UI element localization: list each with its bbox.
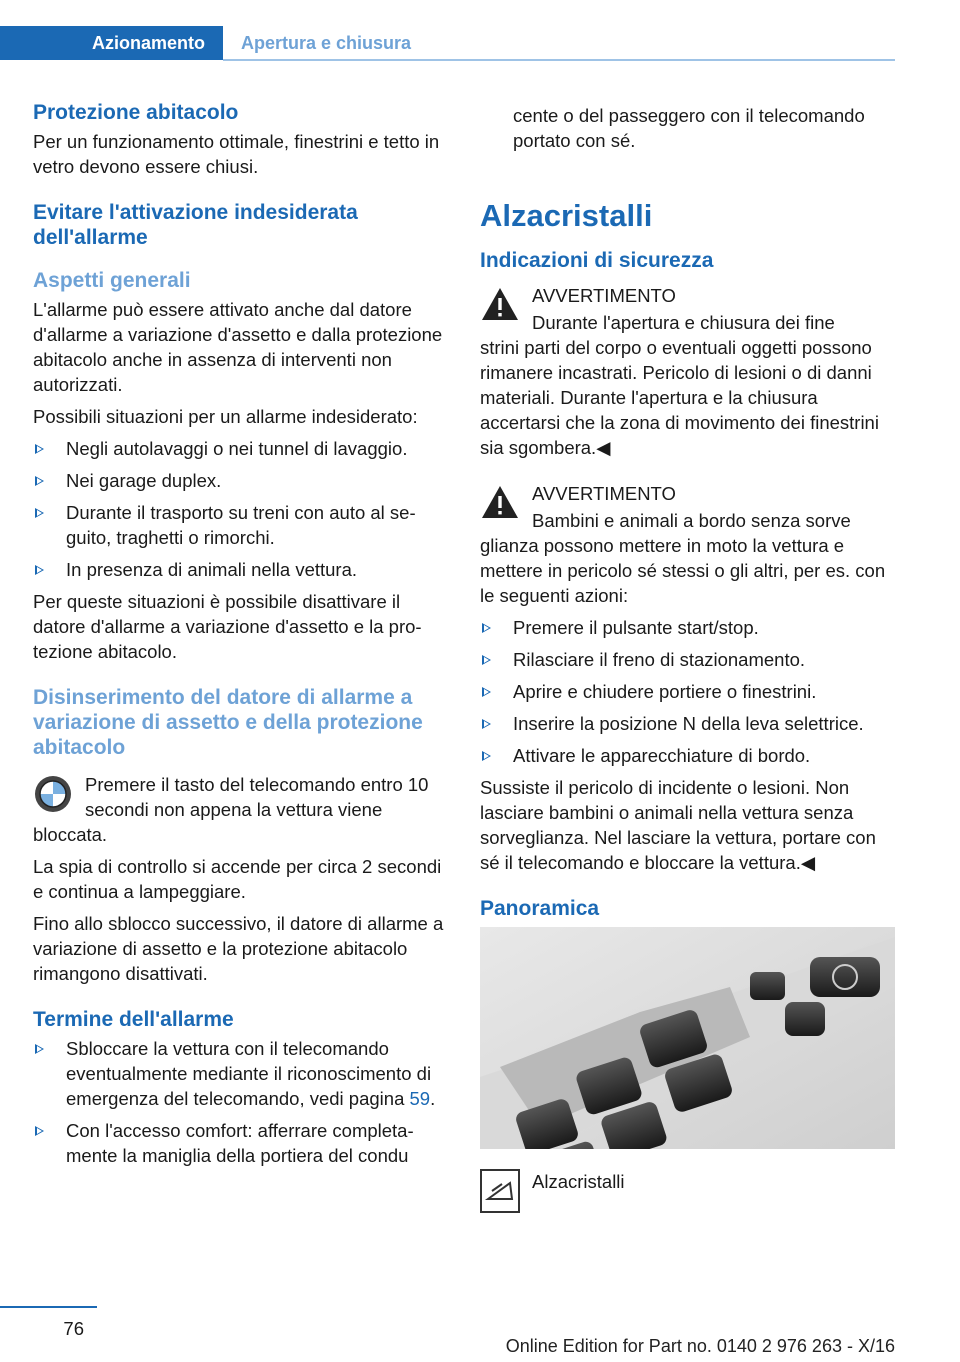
paragraph: Possibili situazioni per un allarme indesiderato:: [33, 406, 418, 427]
triangle-bullet-icon: [35, 1126, 44, 1136]
warning-block: [480, 283, 895, 335]
list-item: Nei garage duplex.: [33, 468, 448, 493]
tab-apertura-chiusura[interactable]: Apertura e chiusura: [241, 33, 412, 53]
tab-azionamento[interactable]: Azionamento: [0, 26, 223, 60]
list-item: Aprire e chiudere portiere o finestrini.: [480, 679, 895, 704]
list-item: Attivare le apparecchiature di bordo.: [480, 743, 895, 768]
paragraph: Durante l'apertura e chiusura dei fine: [532, 312, 835, 333]
triangle-bullet-icon: [482, 623, 491, 633]
header-tabs: [0, 26, 895, 60]
right-column-main: [480, 198, 895, 1211]
list-item: Sbloccare la vettura con il telecomando eventualmente mediante il riconoscimento di emergenza del telecomando, vedi pagina 59.: [33, 1036, 448, 1111]
heading-indicazioni-sicurezza: Indicazioni di sicurezza: [480, 249, 714, 272]
triangle-bullet-icon: [482, 751, 491, 761]
footer-edition: Online Edition for Part no. 0140 2 976 263 - X/16: [505, 1336, 895, 1356]
paragraph: Sussiste il pericolo di incidente o lesioni. Non lasciare bambini o animali nella vettura senza sorveglianza. Nel lasciare la vettura, portare con sé il telecomando e bloccare la vettura.◀: [480, 777, 876, 873]
actions-list: [480, 615, 895, 768]
heading-aspetti-generali: Aspetti generali: [33, 269, 191, 292]
paragraph: Per queste situazioni è possibile disattivare il datore d'allarme a variazione d'assetto e la protezione abitacolo.: [33, 591, 422, 662]
list-item: Inserire la posizione N della leva selettrice.: [480, 711, 895, 736]
list-item: Premere il pulsante start/stop.: [480, 615, 895, 640]
triangle-bullet-icon: [482, 687, 491, 697]
page-link[interactable]: 59: [409, 1088, 431, 1109]
warning-triangle-icon: [480, 483, 520, 521]
heading-disinserimento: Disinserimento del datore di allarme a variazione di assetto e della protezione abitacolo: [33, 686, 423, 759]
list-item: Con l'accesso comfort: afferrare completamente la maniglia della portiera del condu: [33, 1118, 448, 1168]
footer-rule: [0, 1306, 97, 1308]
triangle-bullet-icon: [35, 565, 44, 575]
heading-evitare-attivazione: Evitare l'attivazione indesiderata dell'allarme: [33, 201, 358, 249]
window-switch-icon: [480, 1169, 520, 1213]
photo-caption: Alzacristalli: [532, 1171, 625, 1192]
left-column: [33, 100, 448, 1175]
paragraph: strini parti del corpo o eventuali oggetti possono rimanere incastrati. Pericolo di lesioni o di danni materiali. Durante l'apertura e la chiusura accertarsi che la zona di movimento dei finestrini sia sgombera.◀: [480, 337, 879, 458]
triangle-bullet-icon: [35, 444, 44, 454]
list-item: Durante il trasporto su treni con auto al seguito, traghetti o rimorchi.: [33, 500, 448, 550]
list-item: Rilasciare il freno di stazionamento.: [480, 647, 895, 672]
heading-panoramica: Panoramica: [480, 897, 600, 920]
remote-instruction: [33, 772, 448, 822]
triangle-bullet-icon: [35, 1044, 44, 1054]
paragraph: Bambini e animali a bordo senza sorve: [532, 510, 851, 531]
paragraph: La spia di controllo si accende per circa 2 secondi e continua a lampeggiare.: [33, 856, 442, 902]
heading-protezione-abitacolo: Protezione abitacolo: [33, 101, 239, 124]
warning-block: [480, 481, 895, 533]
caption-row: [480, 1167, 895, 1211]
heading-termine-allarme: Termine dell'allarme: [33, 1008, 234, 1031]
triangle-bullet-icon: [482, 655, 491, 665]
triangle-bullet-icon: [35, 508, 44, 518]
warning-triangle-icon: [480, 285, 520, 323]
paragraph: glianza possono mettere in moto la vettura e mettere in pericolo sé stessi o gli altri, per es. con le seguenti azioni:: [480, 535, 886, 606]
paragraph: Per un funzionamento ottimale, finestrini e tetto in vetro devono essere chiusi.: [33, 131, 440, 177]
window-switches-photo: [480, 927, 895, 1149]
warning-title: AVVERTIMENTO: [532, 285, 676, 306]
termine-list: [33, 1036, 448, 1168]
paragraph: Premere il tasto del telecomando entro 10 secondi non appena la vettura viene: [85, 774, 429, 820]
paragraph: L'allarme può essere attivato anche dal datore d'allarme a variazione d'assetto e dalla protezione abitacolo anche in assenza di interventi non autorizzati.: [33, 299, 443, 395]
paragraph: bloccata.: [33, 824, 108, 845]
list-item: Negli autolavaggi o nei tunnel di lavaggio.: [33, 436, 448, 461]
situations-list: [33, 436, 448, 582]
right-column: [513, 103, 895, 160]
bmw-key-icon: [33, 774, 73, 814]
heading-alzacristalli: Alzacristalli: [480, 198, 653, 233]
triangle-bullet-icon: [35, 476, 44, 486]
triangle-bullet-icon: [482, 719, 491, 729]
paragraph: cente o del passeggero con il telecomando portato con sé.: [513, 105, 865, 151]
warning-title: AVVERTIMENTO: [532, 483, 676, 504]
header-rule: [223, 59, 895, 61]
list-item: In presenza di animali nella vettura.: [33, 557, 448, 582]
paragraph: Fino allo sblocco successivo, il datore di allarme a variazione di assetto e la protezione abitacolo rimangono disattivati.: [33, 913, 444, 984]
page-number: 76: [63, 1318, 84, 1339]
